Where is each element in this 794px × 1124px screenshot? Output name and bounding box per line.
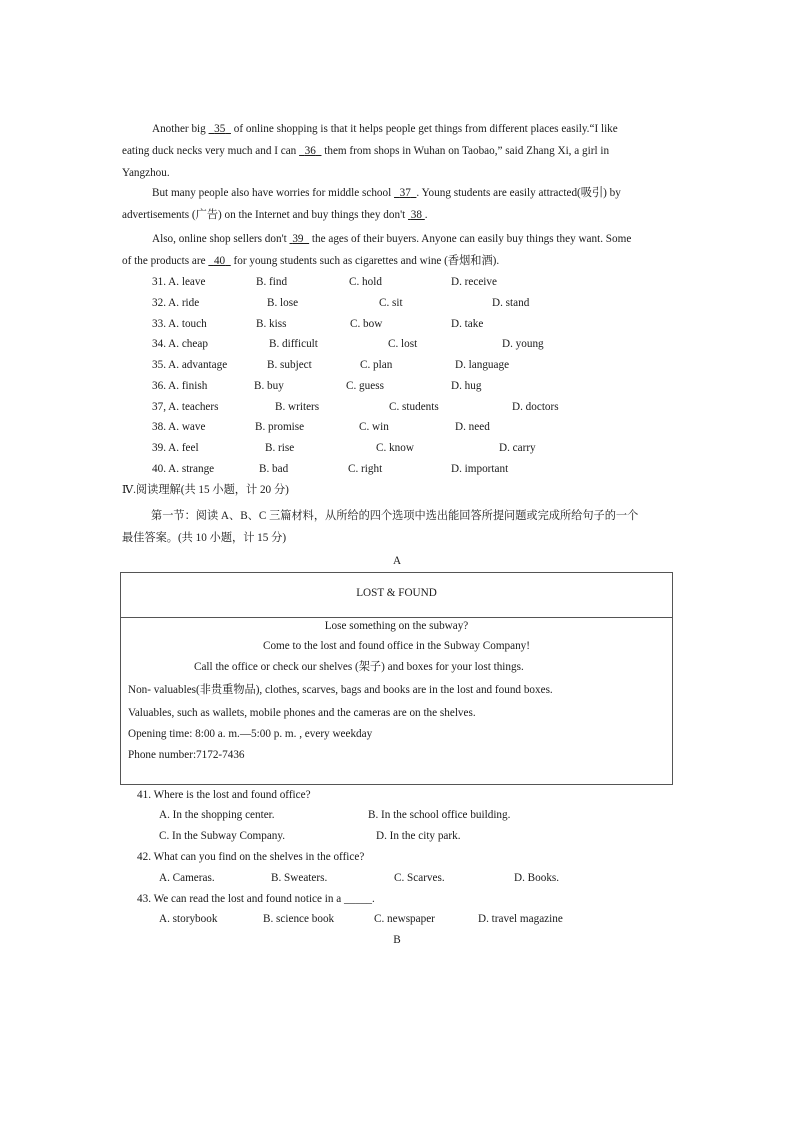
option-c: C. lost: [388, 338, 418, 350]
paragraph-line: [122, 204, 676, 226]
option-d: D. hug: [451, 380, 482, 392]
blank-38: 38: [410, 209, 422, 221]
option-b: B. difficult: [269, 338, 318, 350]
question-41-stem: 41. Where is the lost and found office?: [137, 789, 311, 801]
section-title: Ⅳ.阅读理解(共 15 小题，计 20 分): [122, 484, 289, 496]
option-a: 33. A. touch: [152, 318, 207, 330]
option-b: B. buy: [254, 380, 284, 392]
notice-line-3: Call the office or check our shelves (架子) and boxes for your lost things.: [194, 661, 524, 673]
question-42-option-a: A. Cameras.: [159, 872, 215, 884]
paragraph-line: [122, 182, 676, 204]
question-41-option-c: C. In the Subway Company.: [159, 830, 286, 842]
text: of the products are: [122, 255, 209, 267]
option-c: C. know: [376, 442, 414, 454]
option-c: C. hold: [349, 276, 382, 288]
notice-phone-number: Phone number:7172-7436: [128, 749, 245, 761]
option-d: D. language: [455, 359, 510, 371]
option-d: D. young: [502, 338, 544, 350]
question-43-stem: 43. We can read the lost and found notice in a _____.: [137, 893, 375, 905]
option-b: B. subject: [267, 359, 312, 371]
text: the ages of their buyers. Anyone can easily buy things they want. Some: [309, 233, 632, 245]
notice-opening-time: Opening time: 8:00 a. m.—5:00 p. m. , every weekday: [128, 728, 373, 740]
option-c: C. students: [389, 401, 439, 413]
text: for young students such as cigarettes and wine (香烟和酒).: [230, 255, 500, 267]
paragraph-line: [122, 228, 676, 250]
passage-paragraph-1: [122, 118, 676, 184]
option-d: D. doctors: [512, 401, 559, 413]
text: . Young students are easily attracted(吸引) by: [416, 187, 621, 199]
option-d: D. stand: [492, 297, 530, 309]
question-42-option-d: D. Books.: [514, 872, 560, 884]
option-b: B. bad: [259, 463, 289, 475]
section-instruction-continued: 最佳答案。(共 10 小题，计 15 分): [122, 532, 287, 544]
option-c: C. right: [348, 463, 383, 475]
text: them from shops in Wuhan on Taobao,” said Zhang Xi, a girl in: [321, 145, 610, 157]
paragraph-line: [122, 250, 676, 272]
option-c: C. guess: [346, 380, 384, 392]
option-d: D. take: [451, 318, 484, 330]
question-42-option-b: B. Sweaters.: [271, 872, 328, 884]
text: advertisements (广告) on the Internet and buy things they don't: [122, 209, 408, 221]
notice-line-1: Lose something on the subway?: [324, 620, 469, 632]
question-41-option-a: A. In the shopping center.: [159, 809, 275, 821]
notice-line-5: Valuables, such as wallets, mobile phones and the cameras are on the shelves.: [128, 707, 476, 719]
question-43-option-d: D. travel magazine: [478, 913, 563, 925]
option-b: B. promise: [255, 421, 305, 433]
notice-title-row: [121, 573, 672, 618]
question-41-option-d: D. In the city park.: [376, 830, 461, 842]
option-b: B. kiss: [256, 318, 287, 330]
question-42-option-c: C. Scarves.: [394, 872, 445, 884]
question-43-option-a: A. storybook: [159, 913, 218, 925]
option-b: B. writers: [275, 401, 320, 413]
text: But many people also have worries for middle school: [152, 187, 395, 199]
passage-paragraph-3: [122, 228, 676, 272]
question-43-option-b: B. science book: [263, 913, 335, 925]
option-a: 35. A. advantage: [152, 359, 228, 371]
option-a: 39. A. feel: [152, 442, 199, 454]
option-c: C. bow: [350, 318, 383, 330]
paragraph-line: [122, 140, 676, 162]
text: Also, online shop sellers don't: [152, 233, 290, 245]
notice-line-2: Come to the lost and found office in the Subway Company!: [262, 640, 530, 652]
paragraph-line: [122, 118, 676, 140]
option-a: 40. A. strange: [152, 463, 215, 475]
question-43-option-c: C. newspaper: [374, 913, 435, 925]
paragraph-line: Yangzhou.: [122, 167, 170, 179]
option-b: B. find: [256, 276, 288, 288]
option-d: D. important: [451, 463, 509, 475]
option-d: D. need: [455, 421, 490, 433]
option-a: 34. A. cheap: [152, 338, 208, 350]
text: .: [424, 209, 428, 221]
option-c: C. sit: [379, 297, 403, 309]
text: of online shopping is that it helps people get things from different places easily.“I like: [230, 123, 618, 135]
passage-paragraph-2: [122, 182, 676, 226]
blank-36: 36: [304, 145, 316, 157]
option-a: 36. A. finish: [152, 380, 208, 392]
option-c: C. plan: [360, 359, 393, 371]
blank-35: 35: [214, 123, 226, 135]
blank-40: 40: [213, 255, 226, 267]
passage-label-a: A: [392, 555, 402, 567]
text: eating duck necks very much and I can: [122, 145, 300, 157]
blank-39: 39: [292, 233, 304, 245]
option-a: 37, A. teachers: [152, 401, 219, 413]
option-a: 32. A. ride: [152, 297, 200, 309]
question-42-stem: 42. What can you find on the shelves in the office?: [137, 851, 365, 863]
lost-and-found-notice: [120, 572, 673, 785]
option-d: D. receive: [451, 276, 497, 288]
option-b: B. rise: [265, 442, 295, 454]
option-d: D. carry: [499, 442, 536, 454]
passage-label-b: B: [393, 934, 401, 946]
option-a: 38. A. wave: [152, 421, 206, 433]
notice-title: LOST & FOUND: [356, 587, 437, 599]
section-instruction: 第一节：阅读 A、B、C 三篇材料，从所给的四个选项中选出能回答所提问题或完成所给句子的一个: [151, 510, 639, 522]
blank-37: 37: [399, 187, 411, 199]
question-41-option-b: B. In the school office building.: [368, 809, 511, 821]
option-c: C. win: [359, 421, 389, 433]
option-b: B. lose: [267, 297, 299, 309]
text: Another big: [152, 123, 209, 135]
notice-line-4: Non- valuables(非贵重物品), clothes, scarves, bags and books are in the lost and found boxes.: [128, 684, 553, 696]
option-a: 31. A. leave: [152, 276, 206, 288]
